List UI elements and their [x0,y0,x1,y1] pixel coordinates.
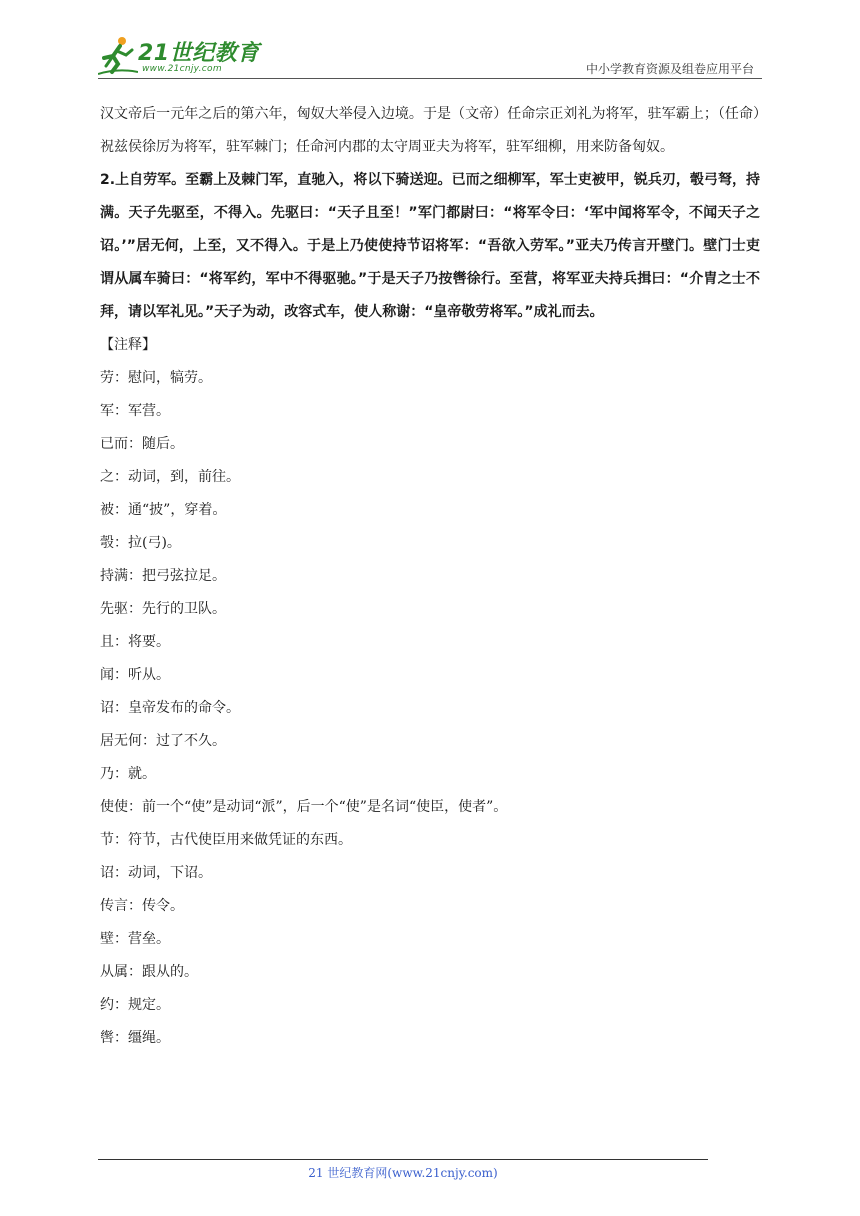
logo [98,34,268,76]
logo-url: www.21cnjy.com [142,64,222,74]
note-item: 约：规定。 [100,997,170,1013]
runner-icon [98,34,138,76]
header-tagline: 中小学教育资源及组卷应用平台 [585,62,754,76]
logo-text: 21世纪教育 [138,41,260,66]
note-item: 先驱：先行的卫队。 [100,601,226,617]
page-header [98,30,762,80]
note-item: 诏：皇帝发布的命令。 [100,700,240,716]
original-text-paragraph: 2.上自劳军。至霸上及棘门军，直驰入，将以下骑送迎。已而之细柳军，军士吏被甲，锐兵刃，彀弓弩，持满。天子先驱至，不得入。先驱曰：“天子且至！”军门都尉曰：“将军令曰：‘军中闻将军令，不闻天子之诏。’”居无何，上至，又不得入。于是上乃使使持节诏将军：“吾欲入劳军。”亚夫乃传言开壁门。壁门士吏谓从属车骑曰：“将军约，军中不得驱驰。”于是天子乃按辔徐行。至营，将军亚夫持兵揖曰：“介胄之士不拜，请以军礼见。”天子为动，改容式车，使人称谢：“皇帝敬劳将军。”成礼而去。 [100,172,760,320]
note-item: 从属：跟从的。 [100,964,198,980]
notes-heading: 【注释】 [100,337,156,353]
translation-paragraph: 汉文帝后一元年之后的第六年，匈奴大举侵入边境。于是（文帝）任命宗正刘礼为将军，驻军霸上；（任命）祝兹侯徐厉为将军，驻军棘门；任命河内郡的太守周亚夫为将军，驻军细柳，用来防备匈奴。 [100,106,760,155]
note-item: 传言：传令。 [100,898,184,914]
footer-divider [98,1159,708,1160]
note-item: 彀：拉(弓)。 [100,535,181,551]
footer-text: 21 世纪教育网(www.21cnjy.com) [308,1166,498,1180]
note-item: 辔：缰绳。 [100,1030,170,1046]
note-item: 持满：把弓弦拉足。 [100,568,226,584]
note-item: 节：符节，古代使臣用来做凭证的东西。 [100,832,352,848]
note-item: 居无何：过了不久。 [100,733,226,749]
note-item: 劳：慰问，犒劳。 [100,370,212,386]
notes-list [100,362,760,1055]
header-divider [98,78,762,79]
note-item: 壁：营垒。 [100,931,170,947]
note-item: 被：通“披”，穿着。 [100,502,227,518]
note-item: 诏：动词，下诏。 [100,865,212,881]
note-item: 使使：前一个“使”是动词“派”，后一个“使”是名词“使臣，使者”。 [100,799,508,815]
note-item: 已而：随后。 [100,436,184,452]
note-item: 军：军营。 [100,403,170,419]
document-body [100,98,760,1055]
note-item: 且：将要。 [100,634,170,650]
note-item: 闻：听从。 [100,667,170,683]
note-item: 乃：就。 [100,766,156,782]
note-item: 之：动词，到，前往。 [100,469,240,485]
